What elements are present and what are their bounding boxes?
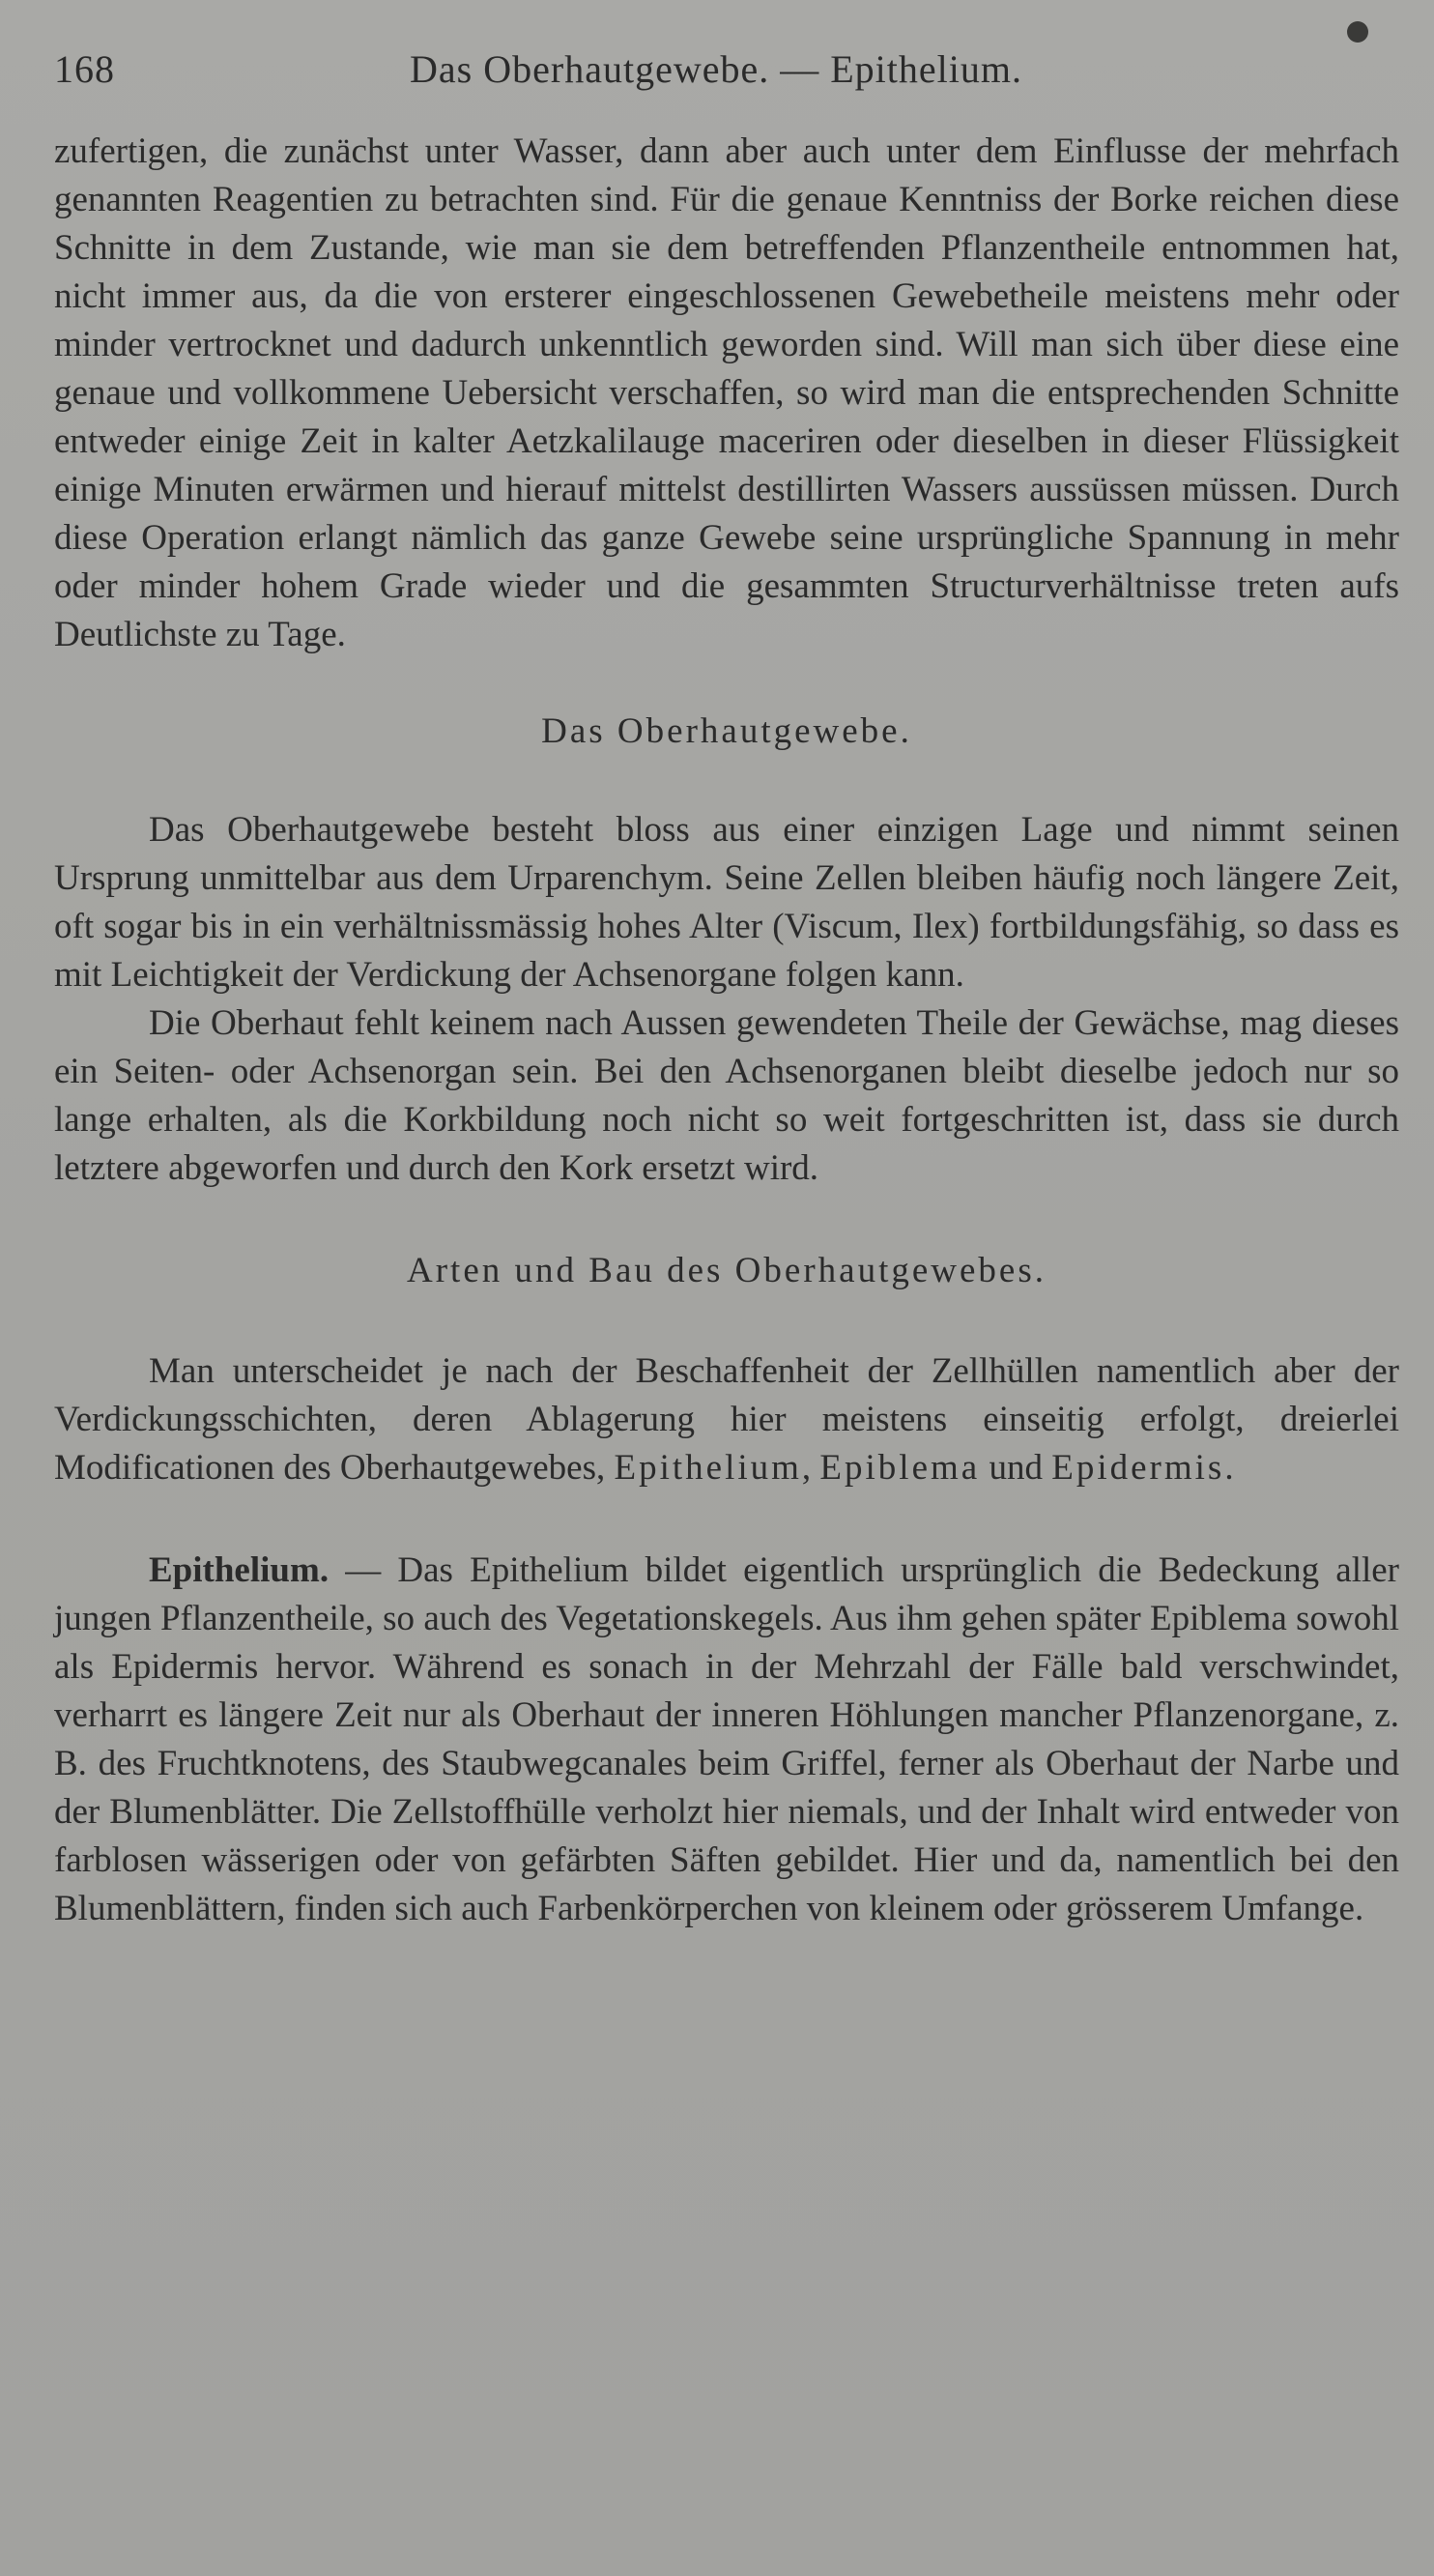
running-head bbox=[54, 46, 1378, 104]
section-heading-arten-und-bau: Arten und Bau des Oberhautgewebes. bbox=[407, 1251, 1047, 1290]
term-separator: , bbox=[801, 1448, 812, 1488]
ink-spot bbox=[1347, 21, 1368, 43]
page-number: 168 bbox=[54, 47, 115, 91]
epithelium-text: — Das Epithelium bildet eigentlich ursprünglich die Bedeckung aller jungen Pflanzentheile, so auch des Vegetationskegels. Aus ihm gehen später Epiblema sowohl als Epidermis hervor. Während es sonach in der Mehrzahl der Fälle bald verschwindet, verharrt es längere Zeit nur als Oberhaut der inneren Höhlungen mancher Pflanzenorgane, z. B. des Fruchtknotens, des Staubwegcanales beim Griffel, ferner als Oberhaut der Narbe und der Blumenblätter. Die Zellstoffhülle verholzt hier niemals, und der Inhalt wird entweder von farblosen wässerigen oder von gefärbten Säften gebildet. Hier und da, namentlich bei den Blumenblättern, finden sich auch Farbenkörperchen von kleinem oder grösserem Umfange. bbox=[54, 1550, 1399, 1928]
paragraph-oberhaut-ursprung: Das Oberhautgewebe besteht bloss aus einer einzigen Lage und nimmt seinen Ursprung unmittelbar aus dem Urparenchym. Seine Zellen bleiben häufig noch längere Zeit, oft sogar bis in ein verhältnissmässig hohes Alter (Viscum, Ilex) fortbildungsfähig, so dass es mit Leichtigkeit der Verdickung der Achsenorgane folgen kann. bbox=[54, 810, 1399, 995]
term-epiblema: Epiblema bbox=[819, 1448, 981, 1488]
body-text bbox=[54, 128, 1399, 1933]
term-end: . bbox=[1224, 1448, 1234, 1488]
header-title: Das Oberhautgewebe. — Epithelium. bbox=[410, 47, 1022, 91]
spacer bbox=[54, 1492, 1399, 1547]
spacer bbox=[54, 1295, 1399, 1347]
term-epidermis: Epidermis bbox=[1051, 1448, 1225, 1488]
paragraph-epithelium bbox=[54, 1547, 1399, 1933]
term-epithelium: Epithelium bbox=[614, 1448, 802, 1488]
paragraph-modificationen bbox=[54, 1347, 1399, 1492]
spacer bbox=[54, 1193, 1399, 1247]
epithelium-lead: Epithelium. bbox=[149, 1550, 330, 1590]
spacer bbox=[54, 659, 1399, 708]
paragraph-oberhaut-achsenorgane: Die Oberhaut fehlt keinem nach Aussen gewendeten Theile der Gewächse, mag dieses ein Seiten- oder Achsenorgan sein. Bei den Achsenorganen bleibt dieselbe jedoch nur so lange erhalten, als die Korkbildung noch nicht so weit fortgeschritten ist, dass sie durch letztere abgeworfen und durch den Kork ersetzt wird. bbox=[54, 1003, 1399, 1188]
paragraph-borke-sections: zufertigen, die zunächst unter Wasser, dann aber auch unter dem Einflusse der mehrfach genannten Reagentien zu betrachten sind. Für die genaue Kenntniss der Borke reichen diese Schnitte in dem Zustande, wie man sie dem betreffenden Pflanzentheile entnommen hat, nicht immer aus, da die von ersterer eingeschlossenen Gewebetheile meistens mehr oder minder vertrocknet und dadurch unkenntlich geworden sind. Will man sich über diese eine genaue und vollkommene Uebersicht verschaffen, so wird man die entsprechenden Schnitte entweder einige Zeit in kalter Aetzkalilauge maceriren oder dieselben in dieser Flüssigkeit einige Minuten erwärmen und hierauf mittelst destillirten Wassers aussüssen müssen. Durch diese Operation erlangt nämlich das ganze Gewebe seine ursprüngliche Spannung in mehr oder minder hohem Grade wieder und die gesammten Structurverhältnisse treten aufs Deutlichste zu Tage. bbox=[54, 131, 1399, 654]
section-heading-oberhautgewebe: Das Oberhautgewebe. bbox=[541, 711, 912, 751]
modificationen-text: Man unterscheidet je nach der Beschaffenheit der Zellhüllen namentlich aber der Verdickungsschichten, deren Ablagerung hier meistens einseitig erfolgt, dreierlei Modificationen des Oberhautgewebes, bbox=[54, 1351, 1399, 1488]
term-conjunction: und bbox=[989, 1448, 1043, 1488]
spacer bbox=[54, 756, 1399, 806]
